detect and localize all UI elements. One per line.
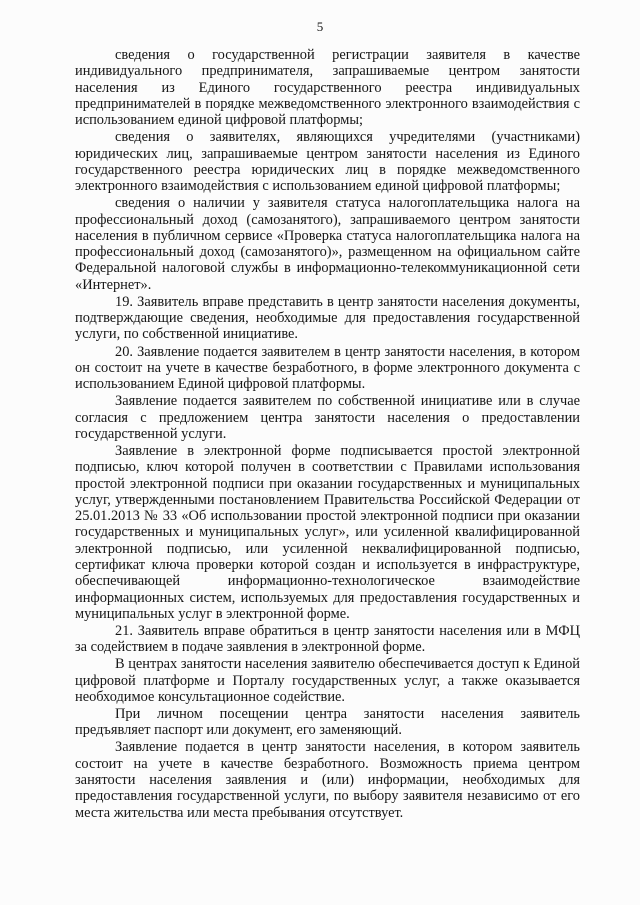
page-number: 5: [316, 19, 324, 34]
paragraph-clause-19: 19. Заявитель вправе представить в центр занятости населения документы, подтверждающие сведения, необходимые для предоставления государственной услуги, по собственной инициативе.: [75, 293, 580, 343]
paragraph-self-employed-status: сведения о наличии у заявителя статуса налогоплательщика налога на профессиональный доход (самозанятого), запрашиваемого центром занятости населения в публичном сервисе «Проверка статуса налогоплательщика налога на профессиональный доход (самозанятого)», размещенном на официальном сайте Федеральной налоговой службы в информационно-телекоммуникационной сети «Интернет».: [75, 195, 580, 293]
paragraph-access-platform: В центрах занятости населения заявителю обеспечивается доступ к Единой цифровой платформе и Порталу государственных услуг, а также оказывается необходимое консультационное содействие.: [75, 656, 580, 705]
document-body: [75, 47, 580, 821]
paragraph-personal-visit: При личном посещении центра занятости населения заявитель предъявляет паспорт или документ, его заменяющий.: [75, 706, 580, 739]
paragraph-founders-info: сведения о заявителях, являющихся учредителями (участниками) юридических лиц, запрашиваемые центром занятости населения из Единого государственного реестра юридических лиц в порядке межведомственного электронного взаимодействия с использованием единой цифровой платформы;: [75, 129, 580, 195]
paragraph-clause-21: 21. Заявитель вправе обратиться в центр занятости населения или в МФЦ за содействием в подаче заявления в электронной форме.: [75, 622, 580, 656]
paragraph-own-initiative: Заявление подается заявителем по собственной инициативе или в случае согласия с предложением центра занятости населения о предоставлении государственной услуги.: [75, 393, 580, 442]
paragraph-registration-ip: сведения о государственной регистрации заявителя в качестве индивидуального предпринимателя, запрашиваемые центром занятости населения из Единого государственного реестра индивидуальных предпринимателей в порядке межведомственного электронного взаимодействия с использованием единой цифровой платформы;: [75, 47, 580, 129]
paragraph-electronic-signature: Заявление в электронной форме подписывается простой электронной подписью, ключ которой получен в соответствии с Правилами использования простой электронной подписи при оказании государственных и муниципальных услуг, утвержденными постановлением Правительства Российской Федерации от 25.01.2013 № 33 «Об использовании простой электронной подписи при оказании государственных и муниципальных услуг», или усиленной квалифицированной электронной подписью, или усиленной неквалифицированной подписью, сертификат ключа проверки которой создан и используется в инфраструктуре, обеспечивающей информационно-технологическое взаимодействие информационных систем, используемых для предоставления государственных и муниципальных услуг в электронной форме.: [75, 442, 580, 622]
paragraph-submission-place: Заявление подается в центр занятости населения, в котором заявитель состоит на учете в качестве безработного. Возможность приема центром занятости населения заявления и (или) информации, необходимых для предоставления государственной услуги, по выбору заявителя независимо от его места жительства или места пребывания отсутствует.: [75, 739, 580, 821]
paragraph-clause-20: 20. Заявление подается заявителем в центр занятости населения, в котором он состоит на учете в качестве безработного, в форме электронного документа с использованием Единой цифровой платформы.: [75, 343, 580, 393]
